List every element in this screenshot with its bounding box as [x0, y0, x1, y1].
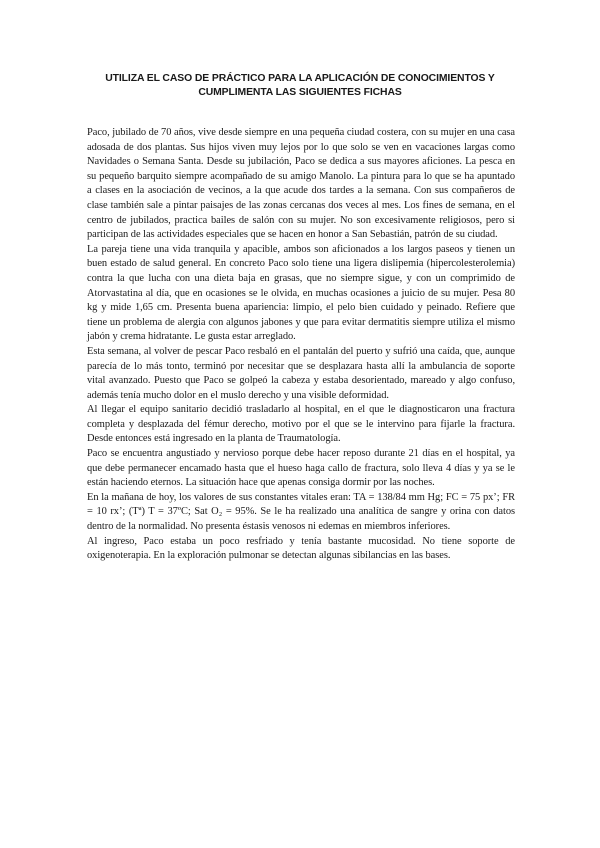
title-line-2: CUMPLIMENTA LAS SIGUIENTES FICHAS — [198, 87, 402, 98]
paragraph-anxiety: Paco se encuentra angustiado y nervioso porque debe hacer reposo durante 21 días en el hospital, ya que debe permanecer encamado hasta que el hueso haga callo de fractura, solo lleva 4 días y ya se le están haciendo eternos. La situación hace que apenas consiga dormir por las noches. — [87, 448, 515, 489]
paragraph-health: La pareja tiene una vida tranquila y apacible, ambos son aficionados a los largos paseos y tienen un buen estado de salud general. En concreto Paco solo tiene una ligera dislipemia (hipercolesterolemia) contra la que lucha con una dieta baja en grasas, que no siempre sigue, y con un comprimido de Atorvastatina al día, que en ocasiones se le olvida, en muchas ocasiones a juicio de su mujer. Pesa 80 kg y mide 1,65 cm. Presenta buena apariencia: limpio, el pelo bien cuidado y peinado. Refiere que tiene un problema de alergia con algunos jabones y que para evitar dermatitis siempre utiliza el mismo jabón y crema hidratante. Le gusta estar arreglado. — [87, 243, 515, 343]
paragraph-vitals: En la mañana de hoy, los valores de sus constantes vitales eran: TA = 138/84 mm Hg; FC = 75 px’; FR = 10 rx’; (Tª) T = 37ºC; Sat O₂ = 95%. Se le ha realizado una analítica de sangre y orina con datos dentro de la normalidad. No presenta éstasis venosos ni edemas en miembros inferiores. — [87, 491, 515, 533]
paragraph-fall: Esta semana, al volver de pescar Paco resbaló en el pantalán del puerto y sufrió una caída, que, aunque parecía de lo más tonto, terminó por necesitar que se desplazara hasta allí la ambulancia de soporte vital avanzado. Puesto que Paco se golpeó la cabeza y estaba desorientado, mareado y algo confuso, además tenía mucho dolor en el muslo derecho y una visible deformidad. — [87, 345, 515, 401]
case-text — [87, 126, 515, 564]
title-line-1: UTILIZA EL CASO DE PRÁCTICO PARA LA APLICACIÓN DE CONOCIMIENTOS Y — [105, 73, 495, 84]
paragraph-respiratory: Al ingreso, Paco estaba un poco resfriado y tenía bastante mucosidad. No tiene soporte de oxigenoterapia. En la exploración pulmonar se detectan algunas sibilancias en las bases. — [87, 535, 515, 562]
paragraph-intro: Paco, jubilado de 70 años, vive desde siempre en una pequeña ciudad costera, con su mujer en una casa adosada de dos plantas. Sus hijos viven muy lejos por lo que solo se ven en vacaciones largas como Navidades o Semana Santa. Desde su jubilación, Paco se dedica a sus mayores aficiones. La pesca en su pequeño barquito siempre acompañado de su amigo Manolo. La pintura para lo que se ha apuntado a clases en la asociación de vecinos, a la que acude dos tardes a la semana. Con sus compañeros de clase también sale a pintar paisajes de las zonas cercanas dos veces al mes. Los fines de semana, en el centro de jubilados, practica bailes de salón con su mujer. No son excesivamente religiosos, pero si participan de las actividades especiales que se hacen en honor a San Sebastián, patrón de su ciudad. — [87, 127, 515, 241]
paragraph-hospital: Al llegar el equipo sanitario decidió trasladarlo al hospital, en el que le diagnosticaron una fractura completa y desplazada del fémur derecho, motivo por el que se le intervino para fijarle la fractura. Desde entonces está ingresado en la planta de Traumatología. — [87, 404, 515, 445]
document-title — [100, 72, 500, 100]
